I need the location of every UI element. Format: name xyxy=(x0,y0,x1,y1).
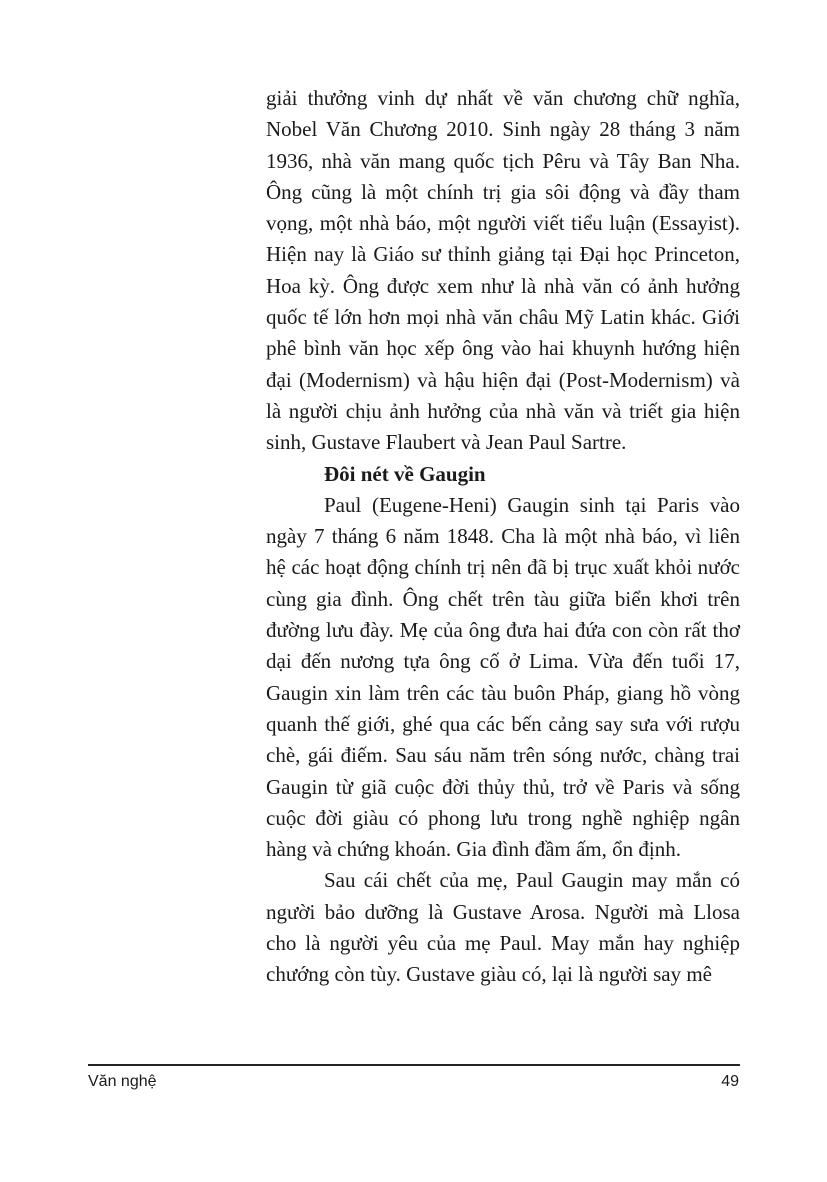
paragraph-arosa: Sau cái chết của mẹ, Paul Gaugin may mắn có người bảo dưỡng là Gustave Arosa. Người mà Llosa cho là người yêu của mẹ Paul. May mắn hay nghiệp chướng còn tùy. Gustave giàu có, lại là người say mê xyxy=(266,868,740,987)
paragraph-biography: Paul (Eugene-Heni) Gaugin sinh tại Paris vào ngày 7 tháng 6 năm 1848. Cha là một nhà báo, vì liên hệ các hoạt động chính trị nên đã bị trục xuất khỏi nước cùng gia đình. Ông chết trên tàu giữa biển khơi trên đường lưu đày. Mẹ của ông đưa hai đứa con còn rất thơ dại đến nương tựa ông cố ở Lima. Vừa đến tuổi 17, Gaugin xin làm trên các tàu buôn Pháp, giang hồ vòng quanh thế giới, ghé qua các bến cảng say sưa với rượu chè, gái điếm. Sau sáu năm trên sóng nước, chàng trai Gaugin từ giã cuộc đời thủy thủ, trở về Paris và sống cuộc đời giàu có phong lưu trong nghề nghiệp ngân hàng và chứng khoán. Gia đình đầm ấm, ổn định. xyxy=(266,492,740,862)
page-number: 49 xyxy=(721,1073,739,1090)
footer-section-title: Văn nghệ xyxy=(88,1073,157,1090)
section-heading: Đôi nét về Gaugin xyxy=(324,461,486,486)
body-text xyxy=(266,83,740,991)
footer-divider xyxy=(88,1064,740,1066)
paragraph-intro: giải thưởng vinh dự nhất về văn chương chữ nghĩa, Nobel Văn Chương 2010. Sinh ngày 28 tháng 3 năm 1936, nhà văn mang quốc tịch Pêru và Tây Ban Nha. Ông cũng là một chính trị gia sôi động và đầy tham vọng, một nhà báo, một người viết tiểu luận (Essayist). Hiện nay là Giáo sư thỉnh giảng tại Đại học Princeton, Hoa kỳ. Ông được xem như là nhà văn có ảnh hưởng quốc tế lớn hơn mọi nhà văn châu Mỹ Latin khác. Giới phê bình văn học xếp ông vào hai khuynh hướng hiện đại (Modernism) và hậu hiện đại (Post-Modernism) và là người chịu ảnh hưởng của nhà văn và triết gia hiện sinh, Gustave Flaubert và Jean Paul Sartre. xyxy=(266,86,740,455)
